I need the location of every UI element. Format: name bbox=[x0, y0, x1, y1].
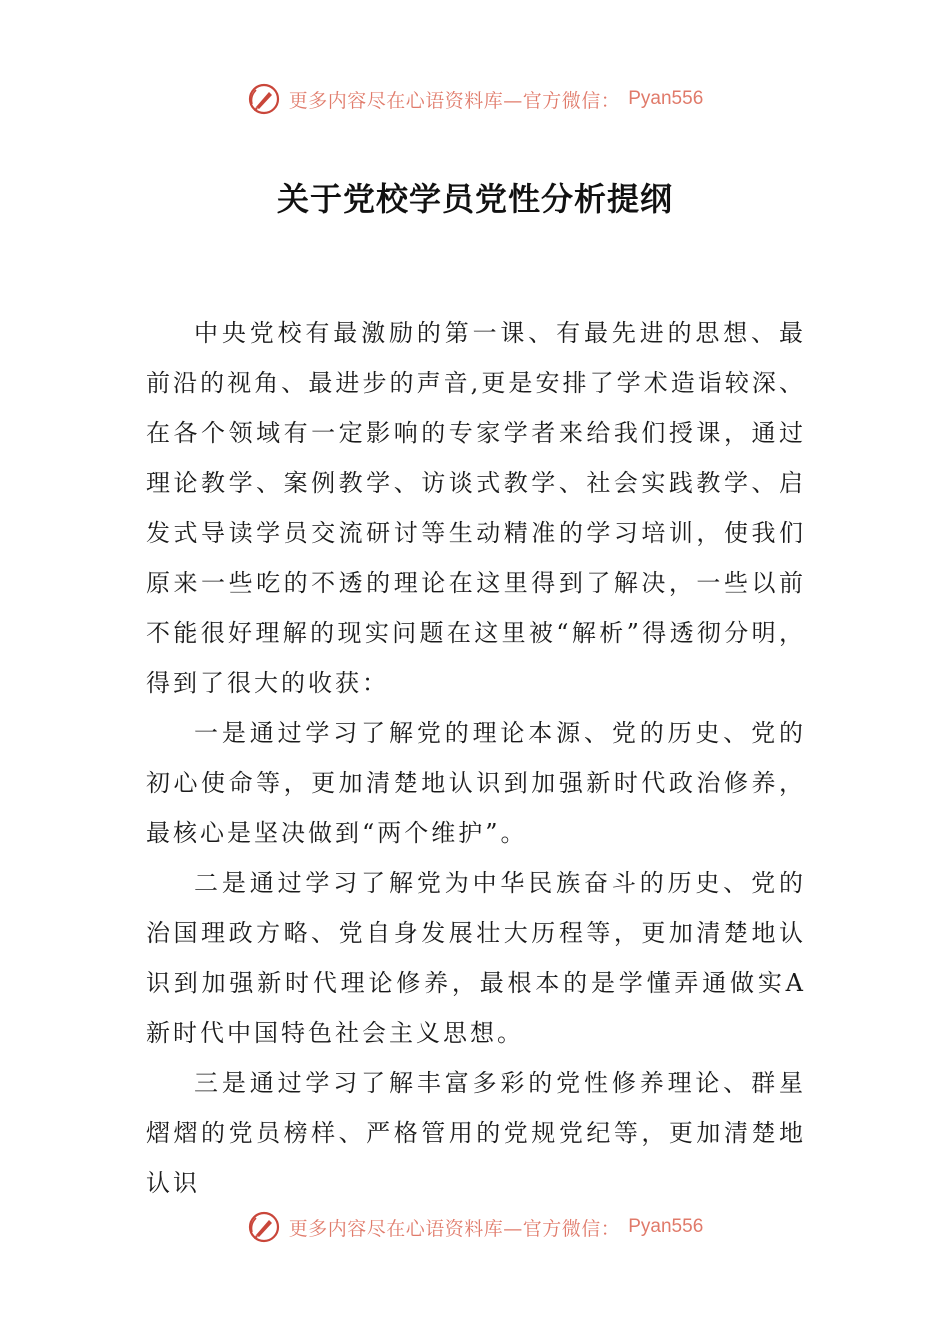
body-paragraph-1: 一是通过学习了解党的理论本源、党的历史、党的初心使命等，更加清楚地认识到加强新时代政治修养，最核心是坚决做到“两个维护”。 bbox=[146, 719, 806, 847]
watermark-brand-text: 更多内容尽在心语资料库—官方微信： bbox=[288, 1217, 621, 1240]
document-body bbox=[146, 308, 806, 1208]
body-paragraph-2: 二是通过学习了解党为中华民族奋斗的历史、党的治国理政方略、党自身发展壮大历程等，更加清楚地认识到加强新时代理论修养，最根本的是学懂弄通做实A新时代中国特色社会主义思想。 bbox=[146, 869, 806, 1047]
document-title: 关于党校学员党性分析提纲 bbox=[276, 180, 673, 218]
pen-circle-icon bbox=[247, 1210, 281, 1244]
footer-watermark-banner bbox=[0, 1210, 950, 1244]
header-watermark-banner bbox=[0, 82, 950, 116]
body-paragraph-intro: 中央党校有最激励的第一课、有最先进的思想、最前沿的视角、最进步的声音,更是安排了学术造诣较深、在各个领域有一定影响的专家学者来给我们授课，通过理论教学、案例教学、访谈式教学、社会实践教学、启发式导读学员交流研讨等生动精准的学习培训，使我们原来一些吃的不透的理论在这里得到了解决，一些以前不能很好理解的现实问题在这里被“解析”得透彻分明，得到了很大的收获： bbox=[146, 319, 806, 697]
watermark-brand-text: 更多内容尽在心语资料库—官方微信： bbox=[288, 89, 621, 112]
watermark-wechat-handle: Pyan556 bbox=[628, 88, 704, 109]
body-paragraph-3: 三是通过学习了解丰富多彩的党性修养理论、群星熠熠的党员榜样、严格管用的党规党纪等，更加清楚地认识 bbox=[146, 1069, 806, 1197]
pen-circle-icon bbox=[247, 82, 281, 116]
watermark-wechat-handle: Pyan556 bbox=[628, 1216, 704, 1237]
